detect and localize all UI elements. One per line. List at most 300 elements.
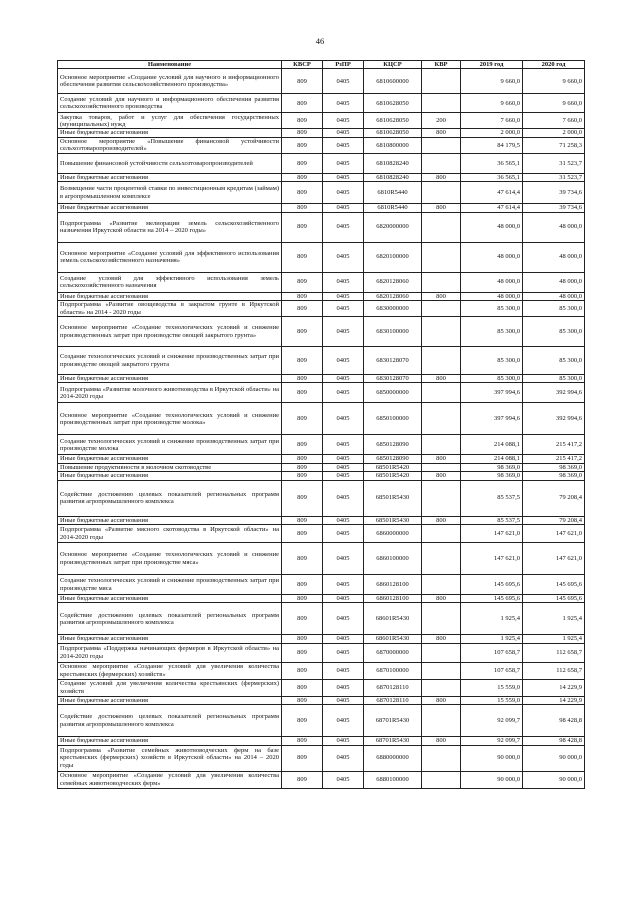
row-kcsr-cell: 6850000000 bbox=[364, 383, 422, 403]
row-2019-cell: 92 099,7 bbox=[461, 737, 523, 745]
row-name-cell: Основное мероприятие «Создание технологических условий и снижение производственных затрат при производстве мяса» bbox=[58, 543, 282, 575]
row-kcsr-cell: 6870128110 bbox=[364, 696, 422, 704]
row-kcsr-cell: 6810628050 bbox=[364, 94, 422, 113]
row-name-cell: Создание условий для научного и информационного обеспечения развития сельскохозяйственного производства bbox=[58, 94, 282, 113]
row-kvr-cell: 800 bbox=[422, 516, 461, 524]
row-2019-cell: 214 088,1 bbox=[461, 455, 523, 463]
row-name-cell: Создание условий для эффективного использования земель сельскохозяйственного назначения bbox=[58, 272, 282, 292]
row-kcsr-cell: 6870000000 bbox=[364, 643, 422, 662]
table-row bbox=[58, 643, 585, 662]
row-kvr-cell bbox=[422, 383, 461, 403]
row-kvsr-cell: 809 bbox=[282, 603, 323, 635]
row-kvsr-cell: 809 bbox=[282, 679, 323, 696]
row-name-cell: Иные бюджетные ассигнования bbox=[58, 472, 282, 480]
table-row bbox=[58, 272, 585, 292]
row-kvr-cell bbox=[422, 94, 461, 113]
row-2019-cell: 85 300,0 bbox=[461, 301, 523, 317]
table-row bbox=[58, 480, 585, 516]
row-2019-cell: 48 000,0 bbox=[461, 242, 523, 272]
table-row bbox=[58, 737, 585, 745]
row-name-cell: Содействие достижению целевых показателей региональных программ развития агропромышленного комплекса bbox=[58, 480, 282, 516]
row-kcsr-cell: 6860000000 bbox=[364, 525, 422, 543]
row-kcsr-cell: 6870128110 bbox=[364, 679, 422, 696]
row-name-cell: Повышение продуктивности в молочном скотоводстве bbox=[58, 463, 282, 471]
row-kcsr-cell: 6850128090 bbox=[364, 435, 422, 455]
row-kvr-cell bbox=[422, 137, 461, 153]
row-name-cell: Иные бюджетные ассигнования bbox=[58, 173, 282, 181]
row-kvr-cell bbox=[422, 525, 461, 543]
row-rzpr-cell: 0405 bbox=[323, 643, 364, 662]
row-kvsr-cell: 809 bbox=[282, 317, 323, 347]
row-rzpr-cell: 0405 bbox=[323, 435, 364, 455]
row-name-cell: Основное мероприятие «Создание условий для эффективного использования земель сельскохозяйственного назначения» bbox=[58, 242, 282, 272]
row-2019-cell: 9 660,0 bbox=[461, 94, 523, 113]
row-rzpr-cell: 0405 bbox=[323, 242, 364, 272]
row-kvsr-cell: 809 bbox=[282, 595, 323, 603]
row-2020-cell: 79 208,4 bbox=[523, 480, 585, 516]
row-kvsr-cell: 809 bbox=[282, 403, 323, 435]
table-row bbox=[58, 771, 585, 788]
row-kvr-cell: 800 bbox=[422, 204, 461, 212]
row-2019-cell: 36 565,1 bbox=[461, 173, 523, 181]
row-2020-cell: 147 621,0 bbox=[523, 543, 585, 575]
row-rzpr-cell: 0405 bbox=[323, 463, 364, 471]
row-kcsr-cell: 6810600000 bbox=[364, 69, 422, 94]
row-2019-cell: 397 994,6 bbox=[461, 403, 523, 435]
row-rzpr-cell: 0405 bbox=[323, 301, 364, 317]
row-2020-cell: 48 000,0 bbox=[523, 272, 585, 292]
row-rzpr-cell: 0405 bbox=[323, 113, 364, 129]
row-name-cell: Основное мероприятие «Создание условий для увеличения количества крестьянских (фермерских) хозяйств» bbox=[58, 662, 282, 679]
row-kvr-cell bbox=[422, 69, 461, 94]
table-row bbox=[58, 129, 585, 137]
row-2019-cell: 15 559,0 bbox=[461, 679, 523, 696]
row-kvr-cell bbox=[422, 212, 461, 242]
row-name-cell: Иные бюджетные ассигнования bbox=[58, 595, 282, 603]
table-row bbox=[58, 543, 585, 575]
row-kvsr-cell: 809 bbox=[282, 705, 323, 737]
row-kcsr-cell: 6860128100 bbox=[364, 595, 422, 603]
row-kvr-cell: 800 bbox=[422, 375, 461, 383]
row-2019-cell: 48 000,0 bbox=[461, 292, 523, 300]
row-2020-cell: 85 300,0 bbox=[523, 347, 585, 375]
row-2020-cell: 392 994,6 bbox=[523, 403, 585, 435]
table-row bbox=[58, 153, 585, 173]
row-2020-cell: 79 208,4 bbox=[523, 516, 585, 524]
row-name-cell: Основное мероприятие «Создание условий для увеличения количества семейных животноводческих ферм» bbox=[58, 771, 282, 788]
row-name-cell: Иные бюджетные ассигнования bbox=[58, 204, 282, 212]
table-row bbox=[58, 516, 585, 524]
table-row bbox=[58, 635, 585, 643]
row-kvsr-cell: 809 bbox=[282, 480, 323, 516]
row-kcsr-cell: 6810828240 bbox=[364, 173, 422, 181]
row-kcsr-cell: 6820000000 bbox=[364, 212, 422, 242]
row-2020-cell: 90 000,0 bbox=[523, 745, 585, 771]
row-2019-cell: 147 621,0 bbox=[461, 543, 523, 575]
row-2020-cell: 90 000,0 bbox=[523, 771, 585, 788]
row-2020-cell: 145 695,6 bbox=[523, 575, 585, 595]
row-2019-cell: 36 565,1 bbox=[461, 153, 523, 173]
row-name-cell: Создание условий для увеличения количества крестьянских (фермерских) хозяйств bbox=[58, 679, 282, 696]
row-2019-cell: 98 369,0 bbox=[461, 463, 523, 471]
row-2019-cell: 47 614,4 bbox=[461, 204, 523, 212]
row-rzpr-cell: 0405 bbox=[323, 455, 364, 463]
row-rzpr-cell: 0405 bbox=[323, 403, 364, 435]
table-row bbox=[58, 113, 585, 129]
row-kcsr-cell: 68501R5420 bbox=[364, 463, 422, 471]
row-2019-cell: 15 559,0 bbox=[461, 696, 523, 704]
row-kcsr-cell: 6860100000 bbox=[364, 543, 422, 575]
row-2020-cell: 9 660,0 bbox=[523, 69, 585, 94]
row-2020-cell: 147 621,0 bbox=[523, 525, 585, 543]
row-kvsr-cell: 809 bbox=[282, 301, 323, 317]
row-rzpr-cell: 0405 bbox=[323, 696, 364, 704]
row-2020-cell: 71 258,3 bbox=[523, 137, 585, 153]
row-2019-cell: 145 695,6 bbox=[461, 595, 523, 603]
row-2019-cell: 7 660,0 bbox=[461, 113, 523, 129]
header-rzpr: РзПР bbox=[323, 61, 364, 69]
row-rzpr-cell: 0405 bbox=[323, 347, 364, 375]
row-rzpr-cell: 0405 bbox=[323, 292, 364, 300]
row-kcsr-cell: 6850128090 bbox=[364, 455, 422, 463]
row-kvsr-cell: 809 bbox=[282, 463, 323, 471]
row-kcsr-cell: 6880100000 bbox=[364, 771, 422, 788]
row-kvsr-cell: 809 bbox=[282, 435, 323, 455]
row-name-cell: Иные бюджетные ассигнования bbox=[58, 455, 282, 463]
row-name-cell: Иные бюджетные ассигнования bbox=[58, 375, 282, 383]
row-kvr-cell: 800 bbox=[422, 472, 461, 480]
row-kcsr-cell: 68601R5430 bbox=[364, 635, 422, 643]
row-kvsr-cell: 809 bbox=[282, 182, 323, 204]
row-kvsr-cell: 809 bbox=[282, 272, 323, 292]
table-row bbox=[58, 696, 585, 704]
table-row bbox=[58, 525, 585, 543]
row-2019-cell: 107 658,7 bbox=[461, 643, 523, 662]
row-kvr-cell: 800 bbox=[422, 129, 461, 137]
row-2019-cell: 85 300,0 bbox=[461, 317, 523, 347]
row-kcsr-cell: 68601R5430 bbox=[364, 603, 422, 635]
row-kvr-cell bbox=[422, 435, 461, 455]
row-2019-cell: 48 000,0 bbox=[461, 212, 523, 242]
row-2020-cell: 98 369,0 bbox=[523, 472, 585, 480]
table-row bbox=[58, 383, 585, 403]
row-2019-cell: 48 000,0 bbox=[461, 272, 523, 292]
row-2020-cell: 1 925,4 bbox=[523, 603, 585, 635]
row-name-cell: Подпрограмма «Развитие мелиорации земель сельскохозяйственного назначения Иркутской области на 2014 – 2020 годы» bbox=[58, 212, 282, 242]
row-2019-cell: 85 537,5 bbox=[461, 516, 523, 524]
row-rzpr-cell: 0405 bbox=[323, 679, 364, 696]
row-name-cell: Содействие достижению целевых показателей региональных программ развития агропромышленного комплекса bbox=[58, 603, 282, 635]
row-kvr-cell bbox=[422, 643, 461, 662]
row-kcsr-cell: 68501R5430 bbox=[364, 480, 422, 516]
row-kvr-cell bbox=[422, 771, 461, 788]
row-kvr-cell bbox=[422, 301, 461, 317]
row-kvr-cell bbox=[422, 272, 461, 292]
row-name-cell: Создание технологических условий и снижение производственных затрат при производстве мяса bbox=[58, 575, 282, 595]
row-name-cell: Возмещение части процентной ставки по инвестиционным кредитам (займам) в агропромышленном комплексе bbox=[58, 182, 282, 204]
row-kvsr-cell: 809 bbox=[282, 212, 323, 242]
row-rzpr-cell: 0405 bbox=[323, 153, 364, 173]
row-rzpr-cell: 0405 bbox=[323, 662, 364, 679]
row-rzpr-cell: 0405 bbox=[323, 771, 364, 788]
row-kvsr-cell: 809 bbox=[282, 242, 323, 272]
row-kcsr-cell: 6810R5440 bbox=[364, 204, 422, 212]
row-kcsr-cell: 68501R5430 bbox=[364, 516, 422, 524]
row-kvsr-cell: 809 bbox=[282, 204, 323, 212]
row-rzpr-cell: 0405 bbox=[323, 129, 364, 137]
row-kvsr-cell: 809 bbox=[282, 543, 323, 575]
table-row bbox=[58, 173, 585, 181]
row-2020-cell: 2 000,0 bbox=[523, 129, 585, 137]
row-2020-cell: 14 229,9 bbox=[523, 696, 585, 704]
row-kvsr-cell: 809 bbox=[282, 771, 323, 788]
row-kcsr-cell: 6810628050 bbox=[364, 113, 422, 129]
row-kvr-cell bbox=[422, 745, 461, 771]
row-kcsr-cell: 6880000000 bbox=[364, 745, 422, 771]
row-kvr-cell bbox=[422, 347, 461, 375]
row-name-cell: Иные бюджетные ассигнования bbox=[58, 635, 282, 643]
row-2020-cell: 98 428,8 bbox=[523, 705, 585, 737]
table-row bbox=[58, 745, 585, 771]
row-name-cell: Содействие достижению целевых показателей региональных программ развития агропромышленного комплекса bbox=[58, 705, 282, 737]
table-row bbox=[58, 455, 585, 463]
row-2020-cell: 112 658,7 bbox=[523, 643, 585, 662]
row-name-cell: Основное мероприятие «Создание технологических условий и снижение производственных затрат при производстве молока» bbox=[58, 403, 282, 435]
row-kvr-cell bbox=[422, 242, 461, 272]
row-2019-cell: 85 537,5 bbox=[461, 480, 523, 516]
table-row bbox=[58, 317, 585, 347]
row-kvr-cell bbox=[422, 679, 461, 696]
table-row bbox=[58, 595, 585, 603]
row-kvsr-cell: 809 bbox=[282, 516, 323, 524]
row-kcsr-cell: 6810628050 bbox=[364, 129, 422, 137]
table-row bbox=[58, 204, 585, 212]
row-2019-cell: 92 099,7 bbox=[461, 705, 523, 737]
row-rzpr-cell: 0405 bbox=[323, 516, 364, 524]
header-name: Наименование bbox=[58, 61, 282, 69]
table-row bbox=[58, 403, 585, 435]
row-rzpr-cell: 0405 bbox=[323, 173, 364, 181]
row-kvsr-cell: 809 bbox=[282, 745, 323, 771]
row-kvsr-cell: 809 bbox=[282, 643, 323, 662]
row-kcsr-cell: 68701R5430 bbox=[364, 737, 422, 745]
row-kcsr-cell: 6810800000 bbox=[364, 137, 422, 153]
row-name-cell: Иные бюджетные ассигнования bbox=[58, 696, 282, 704]
row-name-cell: Основное мероприятие «Создание условий для научного и информационного обеспечения развития сельскохозяйственного производства» bbox=[58, 69, 282, 94]
table-row bbox=[58, 705, 585, 737]
row-kvr-cell bbox=[422, 575, 461, 595]
row-name-cell: Создание технологических условий и снижение производственных затрат при производстве молока bbox=[58, 435, 282, 455]
row-2019-cell: 1 925,4 bbox=[461, 603, 523, 635]
row-name-cell: Подпрограмма «Развитие мясного скотоводства в Иркутской области» на 2014-2020 годы bbox=[58, 525, 282, 543]
table-row bbox=[58, 69, 585, 94]
row-name-cell: Основное мероприятие «Повышение финансовой устойчивости сельхозтоваропроизводителей» bbox=[58, 137, 282, 153]
row-rzpr-cell: 0405 bbox=[323, 603, 364, 635]
row-2019-cell: 90 000,0 bbox=[461, 745, 523, 771]
row-2020-cell: 98 428,8 bbox=[523, 737, 585, 745]
row-2019-cell: 47 614,4 bbox=[461, 182, 523, 204]
row-2020-cell: 215 417,2 bbox=[523, 435, 585, 455]
row-name-cell: Подпрограмма «Развитие молочного животноводства в Иркутской области» на 2014-2020 годы bbox=[58, 383, 282, 403]
row-rzpr-cell: 0405 bbox=[323, 543, 364, 575]
row-kvr-cell bbox=[422, 317, 461, 347]
row-rzpr-cell: 0405 bbox=[323, 182, 364, 204]
row-kvsr-cell: 809 bbox=[282, 737, 323, 745]
row-kvr-cell: 800 bbox=[422, 173, 461, 181]
table-row bbox=[58, 662, 585, 679]
row-kcsr-cell: 6870100000 bbox=[364, 662, 422, 679]
row-kcsr-cell: 6820128060 bbox=[364, 292, 422, 300]
row-kcsr-cell: 6850100000 bbox=[364, 403, 422, 435]
row-2019-cell: 85 300,0 bbox=[461, 375, 523, 383]
row-kvr-cell: 800 bbox=[422, 737, 461, 745]
row-2020-cell: 98 369,0 bbox=[523, 463, 585, 471]
row-rzpr-cell: 0405 bbox=[323, 575, 364, 595]
row-2019-cell: 84 179,5 bbox=[461, 137, 523, 153]
row-kvr-cell bbox=[422, 463, 461, 471]
row-name-cell: Закупка товаров, работ и услуг для обеспечения государственных (муниципальных) нужд bbox=[58, 113, 282, 129]
row-kcsr-cell: 6830000000 bbox=[364, 301, 422, 317]
table-row bbox=[58, 242, 585, 272]
row-kcsr-cell: 68501R5420 bbox=[364, 472, 422, 480]
row-kvr-cell bbox=[422, 480, 461, 516]
row-kvsr-cell: 809 bbox=[282, 662, 323, 679]
table-row bbox=[58, 292, 585, 300]
table-row bbox=[58, 182, 585, 204]
budget-table bbox=[57, 60, 585, 789]
row-2019-cell: 9 660,0 bbox=[461, 69, 523, 94]
table-row bbox=[58, 603, 585, 635]
row-kvsr-cell: 809 bbox=[282, 525, 323, 543]
row-2020-cell: 31 523,7 bbox=[523, 153, 585, 173]
row-rzpr-cell: 0405 bbox=[323, 480, 364, 516]
row-kvsr-cell: 809 bbox=[282, 472, 323, 480]
header-kvsr: КВСР bbox=[282, 61, 323, 69]
table-row bbox=[58, 463, 585, 471]
row-kcsr-cell: 6810R5440 bbox=[364, 182, 422, 204]
row-2020-cell: 7 660,0 bbox=[523, 113, 585, 129]
row-2019-cell: 397 994,6 bbox=[461, 383, 523, 403]
row-kvsr-cell: 809 bbox=[282, 696, 323, 704]
row-rzpr-cell: 0405 bbox=[323, 375, 364, 383]
row-name-cell: Иные бюджетные ассигнования bbox=[58, 737, 282, 745]
row-2020-cell: 215 417,2 bbox=[523, 455, 585, 463]
row-name-cell: Основное мероприятие «Создание технологических условий и снижение производственных затрат при производстве овощей закрытого грунта» bbox=[58, 317, 282, 347]
row-kvr-cell bbox=[422, 182, 461, 204]
row-kvr-cell bbox=[422, 603, 461, 635]
row-2020-cell: 112 658,7 bbox=[523, 662, 585, 679]
row-rzpr-cell: 0405 bbox=[323, 737, 364, 745]
row-name-cell: Подпрограмма «Развитие овощеводства в закрытом грунте в Иркутской области» на 2014 - 2020 годы bbox=[58, 301, 282, 317]
row-rzpr-cell: 0405 bbox=[323, 705, 364, 737]
row-kvsr-cell: 809 bbox=[282, 173, 323, 181]
row-rzpr-cell: 0405 bbox=[323, 272, 364, 292]
row-rzpr-cell: 0405 bbox=[323, 745, 364, 771]
row-name-cell: Иные бюджетные ассигнования bbox=[58, 516, 282, 524]
table-row bbox=[58, 679, 585, 696]
row-2020-cell: 85 300,0 bbox=[523, 375, 585, 383]
row-kvsr-cell: 809 bbox=[282, 94, 323, 113]
row-kcsr-cell: 6860128100 bbox=[364, 575, 422, 595]
row-kvr-cell: 800 bbox=[422, 455, 461, 463]
row-kcsr-cell: 6810828240 bbox=[364, 153, 422, 173]
row-2019-cell: 1 925,4 bbox=[461, 635, 523, 643]
row-2019-cell: 2 000,0 bbox=[461, 129, 523, 137]
row-2020-cell: 31 523,7 bbox=[523, 173, 585, 181]
table-body bbox=[58, 69, 585, 788]
row-2019-cell: 214 088,1 bbox=[461, 435, 523, 455]
row-2019-cell: 145 695,6 bbox=[461, 575, 523, 595]
table-row bbox=[58, 137, 585, 153]
header-2020: 2020 год bbox=[523, 61, 585, 69]
row-kvr-cell: 800 bbox=[422, 292, 461, 300]
row-name-cell: Иные бюджетные ассигнования bbox=[58, 129, 282, 137]
row-2020-cell: 48 000,0 bbox=[523, 212, 585, 242]
row-kvr-cell: 800 bbox=[422, 635, 461, 643]
header-kcsr: КЦСР bbox=[364, 61, 422, 69]
row-kvsr-cell: 809 bbox=[282, 455, 323, 463]
row-kvsr-cell: 809 bbox=[282, 383, 323, 403]
row-name-cell: Создание технологических условий и снижение производственных затрат при производстве овощей закрытого грунта bbox=[58, 347, 282, 375]
row-2019-cell: 147 621,0 bbox=[461, 525, 523, 543]
row-rzpr-cell: 0405 bbox=[323, 137, 364, 153]
row-name-cell: Иные бюджетные ассигнования bbox=[58, 292, 282, 300]
row-2019-cell: 90 000,0 bbox=[461, 771, 523, 788]
row-kvr-cell bbox=[422, 705, 461, 737]
row-2020-cell: 48 000,0 bbox=[523, 242, 585, 272]
row-name-cell: Повышение финансовой устойчивости сельхозтоваропроизводителей bbox=[58, 153, 282, 173]
row-kcsr-cell: 6830128070 bbox=[364, 347, 422, 375]
row-kcsr-cell: 6820128060 bbox=[364, 272, 422, 292]
row-2020-cell: 48 000,0 bbox=[523, 292, 585, 300]
row-kvsr-cell: 809 bbox=[282, 575, 323, 595]
row-kvsr-cell: 809 bbox=[282, 292, 323, 300]
row-rzpr-cell: 0405 bbox=[323, 94, 364, 113]
row-rzpr-cell: 0405 bbox=[323, 317, 364, 347]
row-kvr-cell bbox=[422, 543, 461, 575]
row-rzpr-cell: 0405 bbox=[323, 212, 364, 242]
row-2019-cell: 85 300,0 bbox=[461, 347, 523, 375]
table-row bbox=[58, 301, 585, 317]
table-header-row bbox=[58, 61, 585, 69]
row-2020-cell: 392 994,6 bbox=[523, 383, 585, 403]
row-rzpr-cell: 0405 bbox=[323, 472, 364, 480]
table-row bbox=[58, 575, 585, 595]
header-kvr: КВР bbox=[422, 61, 461, 69]
row-kvsr-cell: 809 bbox=[282, 347, 323, 375]
table-row bbox=[58, 375, 585, 383]
row-rzpr-cell: 0405 bbox=[323, 204, 364, 212]
row-2020-cell: 14 229,9 bbox=[523, 679, 585, 696]
row-2020-cell: 1 925,4 bbox=[523, 635, 585, 643]
row-2020-cell: 85 300,0 bbox=[523, 317, 585, 347]
row-kvr-cell bbox=[422, 153, 461, 173]
table-row bbox=[58, 212, 585, 242]
row-kvr-cell: 800 bbox=[422, 595, 461, 603]
row-rzpr-cell: 0405 bbox=[323, 595, 364, 603]
row-2020-cell: 85 300,0 bbox=[523, 301, 585, 317]
header-2019: 2019 год bbox=[461, 61, 523, 69]
row-kvsr-cell: 809 bbox=[282, 113, 323, 129]
page-number: 46 bbox=[315, 36, 325, 46]
row-2019-cell: 107 658,7 bbox=[461, 662, 523, 679]
row-name-cell: Подпрограмма «Развитие семейных животноводческих ферм на базе крестьянских (фермерских) хозяйств в Иркутской области» на 2014 – 2020 годы bbox=[58, 745, 282, 771]
table-row bbox=[58, 435, 585, 455]
row-kcsr-cell: 6820100000 bbox=[364, 242, 422, 272]
row-kvsr-cell: 809 bbox=[282, 635, 323, 643]
row-kvsr-cell: 809 bbox=[282, 375, 323, 383]
row-kcsr-cell: 68701R5430 bbox=[364, 705, 422, 737]
